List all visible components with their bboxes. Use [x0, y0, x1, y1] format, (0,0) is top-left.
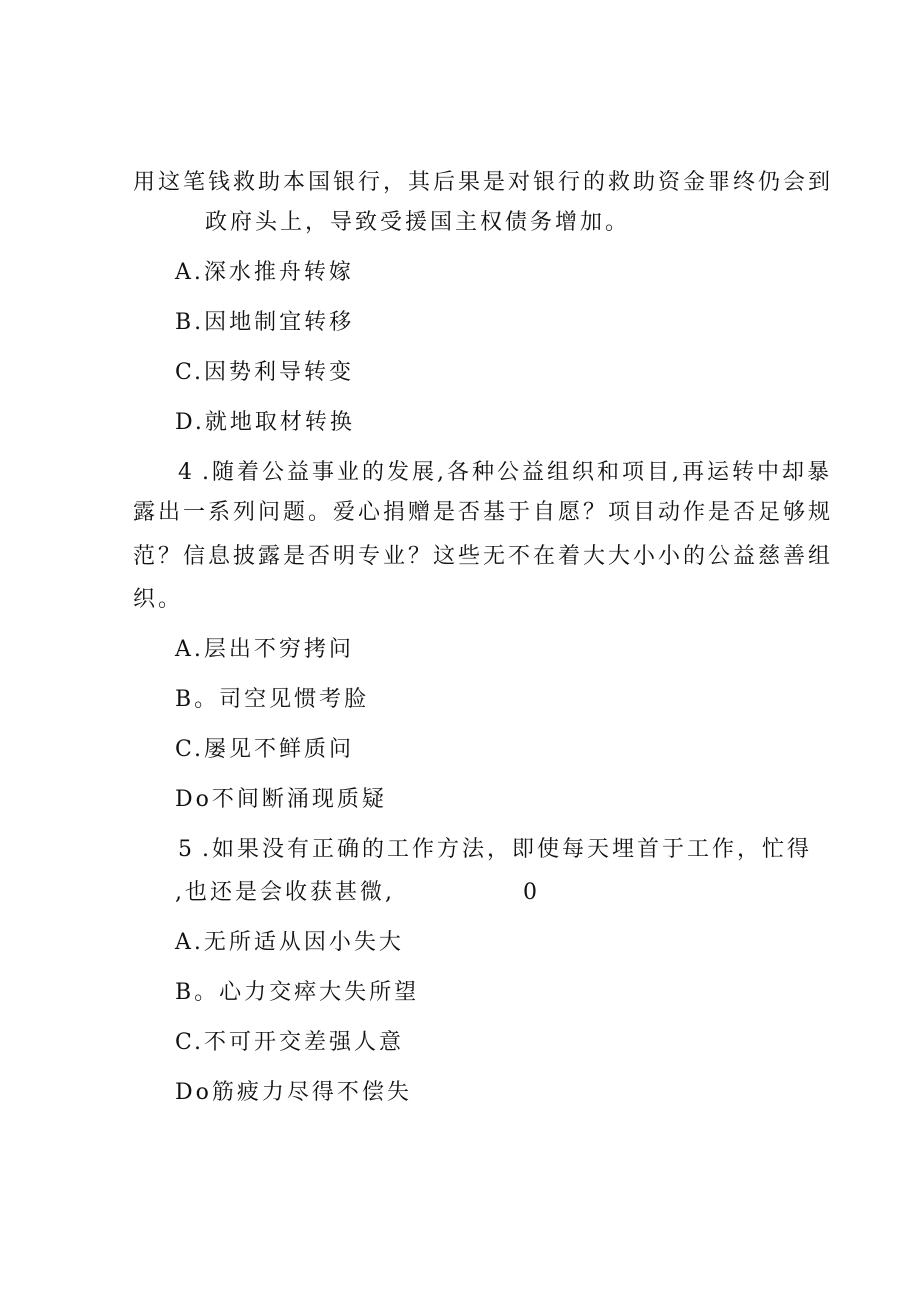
- q3-option-d: D.就地取材转换: [175, 410, 355, 435]
- q5-number: 5: [178, 837, 192, 862]
- q3-stem-line-2: 政府头上，导致受援国主权债务增加。: [205, 210, 631, 235]
- q4-option-d: Do不间断涌现质疑: [175, 787, 387, 812]
- q3-stem-line-1: 用这笔钱救助本国银行，其后果是对银行的救助资金罪终仍会到: [133, 170, 834, 195]
- q5-option-c: C.不可开交差强人意: [175, 1030, 405, 1055]
- q5-stem-line-2: [175, 878, 537, 908]
- q5-option-d: Do筋疲力尽得不偿失: [175, 1080, 412, 1105]
- q3-option-c: C.因势利导转变: [175, 360, 355, 385]
- q4-stem-line-4: 织。: [133, 587, 184, 612]
- q4-stem-text: .随着公益事业的发展,各种公益组织和项目,再运转中却暴: [202, 460, 832, 485]
- q4-option-c: C.屡见不鲜质问: [175, 737, 355, 762]
- q5-stem-text-2: ,也还是会收获甚微,: [175, 880, 395, 905]
- q4-stem-line-2: 露出一系列问题。爱心捐赠是否基于自愿？项目动作是否足够规: [133, 500, 834, 525]
- q4-option-b: B。司空见惯考脸: [175, 687, 370, 712]
- q5-option-a: A.无所适从因小失大: [175, 930, 404, 955]
- q3-option-a: A.深水推舟转嫁: [175, 260, 354, 285]
- q4-stem-line-1: [178, 458, 832, 488]
- q5-stem-line-1: [178, 835, 812, 865]
- q3-option-b: B.因地制宜转移: [175, 310, 355, 335]
- q4-option-a: A.层出不穷拷问: [175, 637, 354, 662]
- q5-option-b: B。心力交瘁大失所望: [175, 980, 420, 1005]
- q5-stem-text: .如果没有正确的工作方法，即使每天埋首于工作，忙得: [202, 837, 812, 862]
- q5-answer-marker: 0: [523, 880, 537, 905]
- q4-stem-line-3: 范？信息披露是否明专业？这些无不在着大大小小的公益慈善组: [133, 544, 834, 569]
- q4-number: 4: [178, 460, 192, 485]
